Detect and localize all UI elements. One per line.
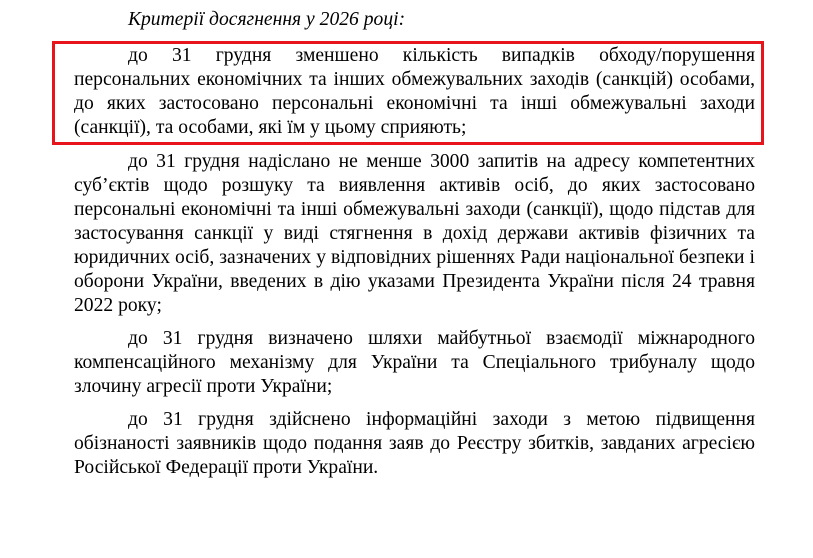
section-heading: Критерії досягнення у 2026 році:	[128, 9, 406, 30]
criterion-paragraph-4: до 31 грудня здійснено інформаційні заходи з метою підвищення обізнаності заявників щодо подання заяв до Реєстру збитків, завданих агресією Російської Федерації проти України.	[74, 409, 755, 478]
criterion-paragraph-1: до 31 грудня зменшено кількість випадків обходу/порушення персональних економічних та інших обмежувальних заходів (санкцій) особами, до яких застосовано персональні економічні та інші обмежувальні заходи (санкції), та особами, які їм у цьому сприяють;	[74, 45, 755, 138]
criterion-paragraph-3: до 31 грудня визначено шляхи майбутньої взаємодії міжнародного компенсаційного механізму для України та Спеціального трибуналу щодо злочину агресії проти України;	[74, 328, 755, 397]
criterion-paragraph-2: до 31 грудня надіслано не менше 3000 запитів на адресу компетентних суб’єктів щодо розшуку та виявлення активів осіб, до яких застосовано персональні економічні та інші обмежувальні заходи (санкції), щодо підстав для застосування санкції у виді стягнення в дохід держави активів фізичних та юридичних осіб, зазначених у відповідних рішеннях Ради національної безпеки і оборони України, введених в дію указами Президента України після 24 травня 2022 року;	[74, 151, 755, 316]
